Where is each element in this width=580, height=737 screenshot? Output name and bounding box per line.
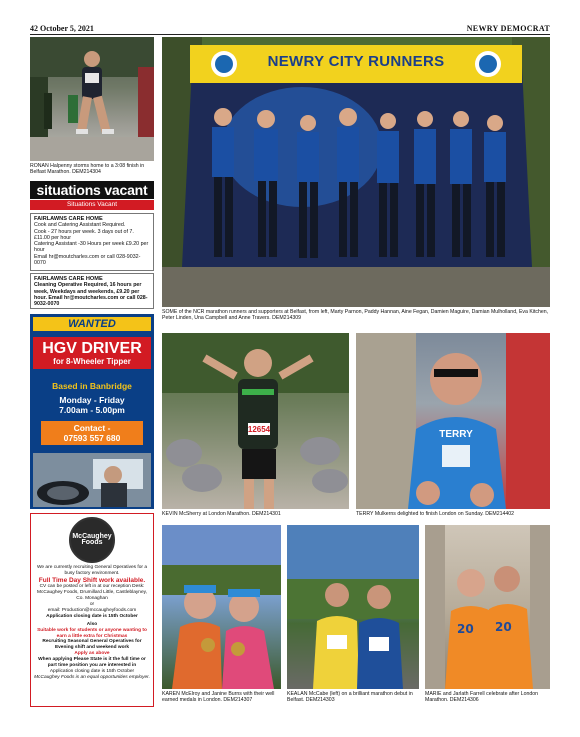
svg-text:20: 20 [495, 620, 512, 634]
ad-line: Cook and Catering Assistant Required. [34, 222, 126, 229]
mcg-when: When applying Please State is it the full time or part time position you are interested in [38, 657, 146, 669]
situations-vacant-title: situations vacant [30, 181, 154, 199]
masthead: NEWRY DEMOCRAT [466, 24, 550, 33]
hgv-contact-label: Contact - [73, 423, 111, 433]
fairlawns-cook-ad [30, 213, 154, 271]
hgv-driver-ad [30, 314, 154, 509]
ad-line: Catering Assistant -30 Hours per week £9.20 per hour [34, 241, 149, 254]
terry-shirt-text: TERRY [439, 429, 473, 440]
ad-line: Cook - 27 hours per week. 3 days out of 7. £11.00 per hour [34, 228, 134, 241]
hgv-contact [41, 421, 143, 445]
hgv-times: 7.00am - 5.00pm [59, 405, 125, 415]
ad-line: Email hr@moutcharles.com or call 028-9032-0070 [34, 253, 141, 267]
mcg-equal: McCaughey Foods is an equal opportunities employer. [34, 674, 150, 680]
karen-caption: KAREN McElroy and Janine Burns with their well earned medals in London. DEM214307 [162, 691, 275, 704]
hgv-hours [31, 395, 153, 415]
header-rule [30, 34, 550, 35]
mcg-closing-2: Application closing date is 15th October [49, 669, 135, 674]
marie-photo [425, 525, 550, 689]
mcg-closing: Application closing date is 15th October [46, 613, 138, 619]
mcg-cv: CV can be posted or left in at our reception Desk: McCaughey Foods, Drumillard Little, Castleblayney, Co. Monaghan [36, 584, 148, 602]
logo-text: Foods [81, 539, 103, 546]
mcg-or: or [89, 602, 95, 608]
ronan-caption: RONAN Halpenny storms home to a 3:08 finish in Belfast Marathon. DEM214304 [30, 163, 145, 176]
kevin-photo [162, 333, 349, 509]
mccaughey-foods-ad [30, 513, 154, 707]
hgv-location: Based in Banbridge [52, 381, 132, 391]
hgv-title [33, 337, 151, 369]
wanted-banner: WANTED [33, 317, 151, 331]
ronan-photo [30, 37, 154, 161]
kealan-caption: KEALAN McCabe (left) on a brilliant marathon debut in Belfast. DEM214303 [287, 691, 413, 704]
karen-photo [162, 525, 281, 689]
mcg-intro: We are currently recruiting General Operatives for a busy factory environment. [36, 565, 148, 576]
mcg-fulltime: Full Time Day Shift work available. [38, 576, 146, 584]
terry-photo [356, 333, 550, 509]
mcg-also: Also [86, 621, 98, 627]
kevin-caption: KEVIN McSherry at London Marathon. DEM214301 [162, 511, 281, 517]
ad-body: Cleaning Operative Required, 16 hours per week, Weekdays and weekends, £9.20 per hour. Email hr@moutcharles.com or call 028-9032-0070 [34, 282, 148, 308]
terry-caption: TERRY Mulkerns delighted to finish London on Sunday. DEM214402 [356, 511, 515, 517]
svg-text:20: 20 [457, 622, 474, 636]
marie-caption: MARIE and Jarlath Farrell celebrate after London Marathon. DEM214306 [425, 691, 539, 704]
hgv-days: Monday - Friday [59, 395, 125, 405]
kealan-photo [287, 525, 419, 689]
kevin-bib: 12654 [247, 425, 271, 434]
logo-text: McCaughey [72, 533, 112, 541]
mccaughey-logo [69, 517, 115, 563]
mcg-students: Suitable work for students or anyone wanting to earn a little extra for Christmas [37, 627, 147, 639]
hgv-phone: 07593 557 680 [63, 433, 121, 443]
hgv-title-main: HGV DRIVER [42, 340, 142, 357]
ad-heading: FAIRLAWNS CARE HOME [34, 276, 103, 282]
mcg-seasonal: Recruiting Seasonal General Operatives for Evening shift and weekend work [42, 639, 142, 651]
ad-heading: FAIRLAWNS CARE HOME [34, 216, 103, 222]
fairlawns-cleaning-ad [30, 273, 154, 309]
group-banner-text: NEWRY CITY RUNNERS [267, 53, 445, 70]
mcg-apply: Apply as above [74, 651, 110, 657]
group-photo [162, 37, 550, 307]
hgv-title-sub: for 8-Wheeler Tipper [53, 357, 131, 366]
mcg-email: email: Production@mccaugheyfoods.com [47, 607, 137, 613]
group-caption: SOME of the NCR marathon runners and supporters at Belfast, from left, Marty Parnon, Paddy Hannan, Aine Fegan, Damien Maguire, Damian Mulholland, Eva Kitchen, Peter Linden, Una Campbell and Anne Travers. DEM214309 [162, 309, 549, 322]
page-date: 42 October 5, 2021 [30, 24, 94, 33]
truck-driver-image [33, 453, 151, 507]
situations-vacant-bar: Situations Vacant [30, 200, 154, 210]
